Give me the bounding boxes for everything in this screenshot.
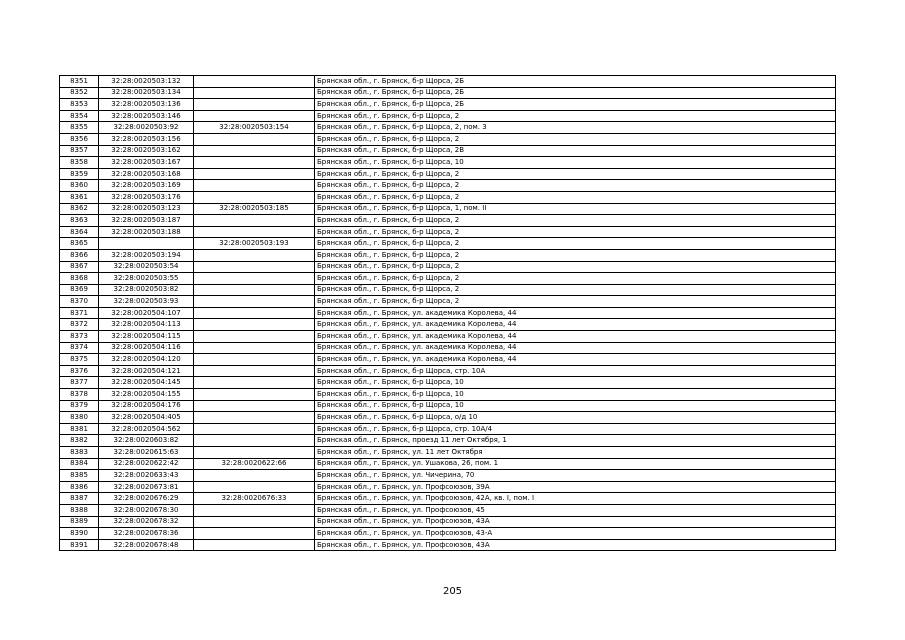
cadastral-number-cell: 32:28:0020504:121 [99, 365, 194, 377]
parent-cadastral-number-cell: 32:28:0020622:66 [194, 458, 315, 470]
address-cell: Брянская обл., г. Брянск, ул. Профсоюзов, 39А [315, 481, 836, 493]
table-row [60, 528, 836, 540]
table-row [60, 273, 836, 285]
table-row [60, 331, 836, 343]
address-cell: Брянская обл., г. Брянск, б-р Щорса, 2 [315, 249, 836, 261]
address-cell: Брянская обл., г. Брянск, ул. Чичерина, 70 [315, 470, 836, 482]
address-cell: Брянская обл., г. Брянск, б-р Щорса, 2 [315, 180, 836, 192]
row-number-cell: 8352 [60, 87, 99, 99]
cadastral-number-cell: 32:28:0020504:115 [99, 331, 194, 343]
address-cell: Брянская обл., г. Брянск, ул. Профсоюзов, 42А, кв. I, пом. I [315, 493, 836, 505]
cadastral-number-cell: 32:28:0020678:36 [99, 528, 194, 540]
parent-cadastral-number-cell [194, 110, 315, 122]
parent-cadastral-number-cell [194, 215, 315, 227]
parent-cadastral-number-cell [194, 528, 315, 540]
parent-cadastral-number-cell [194, 87, 315, 99]
cadastral-number-cell: 32:28:0020503:82 [99, 284, 194, 296]
parent-cadastral-number-cell [194, 249, 315, 261]
table-row [60, 539, 836, 551]
address-cell: Брянская обл., г. Брянск, б-р Щорса, 2Б [315, 87, 836, 99]
parent-cadastral-number-cell [194, 307, 315, 319]
cadastral-number-cell: 32:28:0020673:81 [99, 481, 194, 493]
cadastral-number-cell: 32:28:0020503:54 [99, 261, 194, 273]
parent-cadastral-number-cell [194, 354, 315, 366]
address-cell: Брянская обл., г. Брянск, ул. академика Королева, 44 [315, 331, 836, 343]
table-row [60, 110, 836, 122]
parent-cadastral-number-cell [194, 261, 315, 273]
cadastral-number-cell: 32:28:0020503:134 [99, 87, 194, 99]
address-cell: Брянская обл., г. Брянск, проезд 11 лет Октября, 1 [315, 435, 836, 447]
table-row [60, 354, 836, 366]
cadastral-number-cell: 32:28:0020503:132 [99, 76, 194, 88]
cadastral-number-cell: 32:28:0020503:55 [99, 273, 194, 285]
parent-cadastral-number-cell [194, 377, 315, 389]
cadastral-number-cell: 32:28:0020678:30 [99, 504, 194, 516]
cadastral-number-cell: 32:28:0020504:120 [99, 354, 194, 366]
cadastral-number-cell: 32:28:0020503:194 [99, 249, 194, 261]
table-row [60, 168, 836, 180]
cadastral-number-cell: 32:28:0020504:405 [99, 412, 194, 424]
address-cell: Брянская обл., г. Брянск, б-р Щорса, 1, пом. II [315, 203, 836, 215]
row-number-cell: 8377 [60, 377, 99, 389]
address-cell: Брянская обл., г. Брянск, б-р Щорса, о/д 10 [315, 412, 836, 424]
parent-cadastral-number-cell [194, 423, 315, 435]
row-number-cell: 8382 [60, 435, 99, 447]
address-cell: Брянская обл., г. Брянск, ул. 11 лет Октября [315, 447, 836, 459]
table-row [60, 458, 836, 470]
address-cell: Брянская обл., г. Брянск, б-р Щорса, 2 [315, 191, 836, 203]
address-cell: Брянская обл., г. Брянск, ул. Профсоюзов, 45 [315, 504, 836, 516]
cadastral-number-cell: 32:28:0020503:188 [99, 226, 194, 238]
table-row [60, 122, 836, 134]
row-number-cell: 8383 [60, 447, 99, 459]
table-row [60, 447, 836, 459]
row-number-cell: 8360 [60, 180, 99, 192]
address-cell: Брянская обл., г. Брянск, ул. Профсоюзов, 43А [315, 539, 836, 551]
row-number-cell: 8354 [60, 110, 99, 122]
address-cell: Брянская обл., г. Брянск, б-р Щорса, стр. 10А [315, 365, 836, 377]
row-number-cell: 8387 [60, 493, 99, 505]
cadastral-number-cell: 32:28:0020504:562 [99, 423, 194, 435]
cadastral-number-cell: 32:28:0020503:169 [99, 180, 194, 192]
address-cell: Брянская обл., г. Брянск, б-р Щорса, 2 [315, 226, 836, 238]
registry-table-body [60, 76, 836, 551]
table-row [60, 435, 836, 447]
table-row [60, 145, 836, 157]
row-number-cell: 8379 [60, 400, 99, 412]
row-number-cell: 8373 [60, 331, 99, 343]
parent-cadastral-number-cell [194, 284, 315, 296]
parent-cadastral-number-cell: 32:28:0020503:154 [194, 122, 315, 134]
parent-cadastral-number-cell [194, 157, 315, 169]
address-cell: Брянская обл., г. Брянск, б-р Щорса, 2 [315, 261, 836, 273]
row-number-cell: 8389 [60, 516, 99, 528]
parent-cadastral-number-cell [194, 76, 315, 88]
address-cell: Брянская обл., г. Брянск, б-р Щорса, 10 [315, 389, 836, 401]
table-row [60, 99, 836, 111]
page-number: 205 [442, 586, 463, 597]
row-number-cell: 8369 [60, 284, 99, 296]
row-number-cell: 8388 [60, 504, 99, 516]
row-number-cell: 8362 [60, 203, 99, 215]
parent-cadastral-number-cell [194, 447, 315, 459]
cadastral-number-cell: 32:28:0020603:82 [99, 435, 194, 447]
row-number-cell: 8357 [60, 145, 99, 157]
parent-cadastral-number-cell [194, 539, 315, 551]
address-cell: Брянская обл., г. Брянск, б-р Щорса, 2 [315, 284, 836, 296]
table-row [60, 400, 836, 412]
row-number-cell: 8368 [60, 273, 99, 285]
cadastral-number-cell: 32:28:0020503:176 [99, 191, 194, 203]
cadastral-number-cell: 32:28:0020678:48 [99, 539, 194, 551]
table-row [60, 238, 836, 250]
address-cell: Брянская обл., г. Брянск, б-р Щорса, 10 [315, 400, 836, 412]
cadastral-number-cell: 32:28:0020615:63 [99, 447, 194, 459]
cadastral-number-cell: 32:28:0020503:123 [99, 203, 194, 215]
table-row [60, 261, 836, 273]
row-number-cell: 8359 [60, 168, 99, 180]
address-cell: Брянская обл., г. Брянск, б-р Щорса, 10 [315, 157, 836, 169]
address-cell: Брянская обл., г. Брянск, б-р Щорса, 2 [315, 133, 836, 145]
address-cell: Брянская обл., г. Брянск, ул. Профсоюзов, 43-А [315, 528, 836, 540]
row-number-cell: 8367 [60, 261, 99, 273]
cadastral-number-cell: 32:28:0020504:145 [99, 377, 194, 389]
address-cell: Брянская обл., г. Брянск, б-р Щорса, 2В [315, 145, 836, 157]
parent-cadastral-number-cell [194, 435, 315, 447]
address-cell: Брянская обл., г. Брянск, б-р Щорса, 2 [315, 110, 836, 122]
table-row [60, 470, 836, 482]
row-number-cell: 8366 [60, 249, 99, 261]
cadastral-number-cell: 32:28:0020503:162 [99, 145, 194, 157]
cadastral-number-cell: 32:28:0020503:136 [99, 99, 194, 111]
table-row [60, 389, 836, 401]
parent-cadastral-number-cell [194, 412, 315, 424]
address-cell: Брянская обл., г. Брянск, ул. академика Королева, 44 [315, 319, 836, 331]
table-row [60, 226, 836, 238]
table-row [60, 215, 836, 227]
address-cell: Брянская обл., г. Брянск, б-р Щорса, 2Б [315, 76, 836, 88]
table-row [60, 516, 836, 528]
table-row [60, 87, 836, 99]
row-number-cell: 8364 [60, 226, 99, 238]
row-number-cell: 8386 [60, 481, 99, 493]
row-number-cell: 8370 [60, 296, 99, 308]
parent-cadastral-number-cell [194, 400, 315, 412]
address-cell: Брянская обл., г. Брянск, б-р Щорса, 2 [315, 296, 836, 308]
table-row [60, 203, 836, 215]
address-cell: Брянская обл., г. Брянск, б-р Щорса, 2Б [315, 99, 836, 111]
address-cell: Брянская обл., г. Брянск, б-р Щорса, 2 [315, 273, 836, 285]
parent-cadastral-number-cell [194, 191, 315, 203]
table-row [60, 76, 836, 88]
cadastral-number-cell: 32:28:0020622:42 [99, 458, 194, 470]
row-number-cell: 8361 [60, 191, 99, 203]
parent-cadastral-number-cell [194, 273, 315, 285]
row-number-cell: 8378 [60, 389, 99, 401]
address-cell: Брянская обл., г. Брянск, ул. академика Королева, 44 [315, 342, 836, 354]
table-row [60, 296, 836, 308]
row-number-cell: 8372 [60, 319, 99, 331]
address-cell: Брянская обл., г. Брянск, б-р Щорса, 2, пом. 3 [315, 122, 836, 134]
row-number-cell: 8351 [60, 76, 99, 88]
row-number-cell: 8391 [60, 539, 99, 551]
registry-table [59, 75, 836, 551]
parent-cadastral-number-cell: 32:28:0020503:193 [194, 238, 315, 250]
cadastral-number-cell: 32:28:0020678:32 [99, 516, 194, 528]
table-row [60, 180, 836, 192]
parent-cadastral-number-cell [194, 145, 315, 157]
parent-cadastral-number-cell [194, 226, 315, 238]
row-number-cell: 8356 [60, 133, 99, 145]
parent-cadastral-number-cell [194, 180, 315, 192]
cadastral-number-cell: 32:28:0020503:168 [99, 168, 194, 180]
cadastral-number-cell: 32:28:0020504:176 [99, 400, 194, 412]
parent-cadastral-number-cell [194, 133, 315, 145]
cadastral-number-cell: 32:28:0020504:107 [99, 307, 194, 319]
parent-cadastral-number-cell [194, 389, 315, 401]
table-row [60, 493, 836, 505]
cadastral-number-cell: 32:28:0020504:155 [99, 389, 194, 401]
parent-cadastral-number-cell [194, 99, 315, 111]
cadastral-number-cell [99, 238, 194, 250]
row-number-cell: 8365 [60, 238, 99, 250]
row-number-cell: 8355 [60, 122, 99, 134]
table-row [60, 423, 836, 435]
table-row [60, 319, 836, 331]
table-row [60, 157, 836, 169]
table-row [60, 504, 836, 516]
table-row [60, 365, 836, 377]
cadastral-number-cell: 32:28:0020503:93 [99, 296, 194, 308]
address-cell: Брянская обл., г. Брянск, ул. Ушакова, 26, пом. 1 [315, 458, 836, 470]
address-cell: Брянская обл., г. Брянск, б-р Щорса, 2 [315, 168, 836, 180]
parent-cadastral-number-cell [194, 342, 315, 354]
cadastral-number-cell: 32:28:0020676:29 [99, 493, 194, 505]
table-row [60, 249, 836, 261]
table-row [60, 191, 836, 203]
parent-cadastral-number-cell [194, 516, 315, 528]
cadastral-number-cell: 32:28:0020504:116 [99, 342, 194, 354]
row-number-cell: 8390 [60, 528, 99, 540]
parent-cadastral-number-cell: 32:28:0020676:33 [194, 493, 315, 505]
row-number-cell: 8380 [60, 412, 99, 424]
row-number-cell: 8358 [60, 157, 99, 169]
row-number-cell: 8353 [60, 99, 99, 111]
parent-cadastral-number-cell [194, 168, 315, 180]
row-number-cell: 8374 [60, 342, 99, 354]
table-row [60, 284, 836, 296]
address-cell: Брянская обл., г. Брянск, б-р Щорса, 10 [315, 377, 836, 389]
address-cell: Брянская обл., г. Брянск, б-р Щорса, 2 [315, 238, 836, 250]
cadastral-number-cell: 32:28:0020504:113 [99, 319, 194, 331]
row-number-cell: 8384 [60, 458, 99, 470]
row-number-cell: 8375 [60, 354, 99, 366]
address-cell: Брянская обл., г. Брянск, ул. Профсоюзов, 43А [315, 516, 836, 528]
parent-cadastral-number-cell [194, 331, 315, 343]
table-row [60, 133, 836, 145]
row-number-cell: 8371 [60, 307, 99, 319]
table-row [60, 307, 836, 319]
table-row [60, 412, 836, 424]
address-cell: Брянская обл., г. Брянск, ул. академика Королева, 44 [315, 307, 836, 319]
table-row [60, 481, 836, 493]
parent-cadastral-number-cell: 32:28:0020503:185 [194, 203, 315, 215]
row-number-cell: 8385 [60, 470, 99, 482]
parent-cadastral-number-cell [194, 470, 315, 482]
cadastral-number-cell: 32:28:0020503:167 [99, 157, 194, 169]
parent-cadastral-number-cell [194, 365, 315, 377]
cadastral-number-cell: 32:28:0020503:92 [99, 122, 194, 134]
parent-cadastral-number-cell [194, 296, 315, 308]
cadastral-number-cell: 32:28:0020503:146 [99, 110, 194, 122]
row-number-cell: 8363 [60, 215, 99, 227]
parent-cadastral-number-cell [194, 319, 315, 331]
address-cell: Брянская обл., г. Брянск, б-р Щорса, 2 [315, 215, 836, 227]
address-cell: Брянская обл., г. Брянск, ул. академика Королева, 44 [315, 354, 836, 366]
table-row [60, 342, 836, 354]
row-number-cell: 8376 [60, 365, 99, 377]
address-cell: Брянская обл., г. Брянск, б-р Щорса, стр. 10А/4 [315, 423, 836, 435]
cadastral-number-cell: 32:28:0020633:43 [99, 470, 194, 482]
parent-cadastral-number-cell [194, 481, 315, 493]
cadastral-number-cell: 32:28:0020503:187 [99, 215, 194, 227]
table-row [60, 377, 836, 389]
row-number-cell: 8381 [60, 423, 99, 435]
parent-cadastral-number-cell [194, 504, 315, 516]
cadastral-number-cell: 32:28:0020503:156 [99, 133, 194, 145]
